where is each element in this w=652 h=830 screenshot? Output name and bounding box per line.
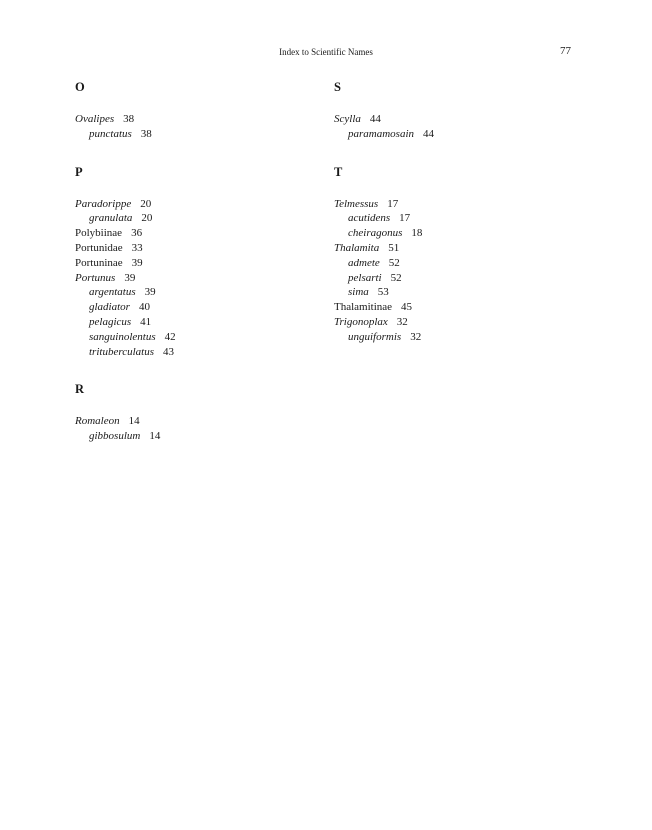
index-entry [334, 315, 574, 330]
entry-page-number: 39 [124, 271, 136, 284]
entry-page-number: 42 [164, 330, 176, 343]
entry-page-number: 45 [401, 301, 413, 314]
entry-page-number: 18 [411, 227, 423, 240]
entry-page-number: 53 [377, 286, 389, 299]
entry-page-number: 36 [131, 227, 143, 240]
index-subentry [75, 211, 315, 226]
entry-page-number: 44 [369, 113, 381, 125]
entry-name: Portuninae [75, 256, 123, 269]
index-entry [75, 256, 315, 271]
entry-name: punctatus [89, 127, 132, 140]
entry-page-number: 32 [410, 330, 422, 343]
index-subentry [334, 226, 574, 241]
entry-name: admete [348, 256, 380, 269]
entry-name: Scylla [334, 113, 361, 125]
entry-name: Telmessus [334, 197, 379, 210]
entry-page-number: 51 [388, 241, 400, 254]
index-subentry [334, 330, 574, 345]
index-section [75, 78, 315, 142]
entry-page-number: 14 [149, 430, 161, 443]
index-section [75, 380, 315, 444]
entry-page-number: 32 [396, 315, 408, 328]
entry-name: Polybiinae [75, 227, 123, 240]
index-entry [334, 197, 574, 212]
index-entry [75, 414, 315, 429]
entry-page-number: 38 [123, 113, 135, 125]
entry-name: pelagicus [89, 315, 132, 328]
index-column-left [75, 78, 315, 465]
entry-name: Thalamita [334, 241, 380, 254]
entry-name: gladiator [89, 301, 130, 314]
index-entry [75, 112, 315, 127]
section-letter: R [75, 382, 85, 397]
entry-page-number: 17 [399, 212, 411, 225]
running-head [0, 45, 652, 59]
entry-page-number: 17 [387, 197, 399, 210]
index-entry [334, 241, 574, 256]
index-entry [334, 112, 574, 127]
page-number: 77 [560, 45, 571, 57]
index-section [75, 163, 315, 360]
index-entry [75, 226, 315, 241]
index-subentry [334, 271, 574, 286]
index-subentry [75, 330, 315, 345]
index-column-right [334, 78, 574, 366]
entry-page-number: 52 [390, 271, 402, 284]
index-section [334, 163, 574, 345]
entry-name: Ovalipes [75, 113, 115, 125]
entry-name: Portunidae [75, 241, 123, 254]
index-subentry [334, 285, 574, 300]
index-entry [75, 271, 315, 286]
entry-name: sima [348, 286, 369, 299]
index-subentry [75, 429, 315, 444]
entry-name: Portunus [75, 271, 116, 284]
entry-name: granulata [89, 212, 133, 225]
index-entry [75, 197, 315, 212]
index-subentry [75, 300, 315, 315]
section-letter: S [334, 80, 341, 94]
entry-name: argentatus [89, 286, 136, 299]
entry-name: trituberculatus [89, 345, 154, 358]
index-subentry [75, 315, 315, 330]
running-title: Index to Scientific Names [279, 47, 373, 57]
entry-page-number: 14 [128, 415, 140, 428]
section-letter: T [334, 164, 343, 179]
entry-name: Trigonoplax [334, 315, 388, 328]
index-entry [334, 300, 574, 315]
index-subentry [75, 127, 315, 142]
section-letter: P [75, 164, 83, 179]
entry-page-number: 52 [388, 256, 400, 269]
entry-name: acutidens [348, 212, 391, 225]
index-subentry [75, 345, 315, 360]
entry-name: Paradorippe [75, 197, 132, 210]
entry-page-number: 39 [131, 256, 143, 269]
entry-page-number: 20 [140, 197, 152, 210]
entry-name: paramamosain [348, 127, 415, 140]
entry-page-number: 43 [162, 345, 174, 358]
entry-page-number: 44 [423, 127, 435, 140]
entry-name: pelsarti [348, 271, 382, 284]
index-section [334, 78, 574, 142]
index-subentry [334, 127, 574, 142]
index-entry [75, 241, 315, 256]
entry-page-number: 40 [138, 301, 150, 314]
index-subentry [334, 211, 574, 226]
entry-page-number: 39 [144, 286, 156, 299]
entry-page-number: 41 [140, 315, 152, 328]
entry-name: unguiformis [348, 330, 402, 343]
entry-name: gibbosulum [89, 430, 141, 443]
entry-name: Romaleon [75, 415, 120, 428]
section-letter: O [75, 80, 85, 94]
entry-name: cheiragonus [348, 227, 403, 240]
entry-page-number: 38 [140, 127, 152, 140]
entry-name: Thalamitinae [334, 301, 393, 314]
entry-page-number: 33 [131, 241, 143, 254]
index-subentry [334, 256, 574, 271]
entry-page-number: 20 [141, 212, 153, 225]
entry-name: sanguinolentus [89, 330, 156, 343]
index-subentry [75, 285, 315, 300]
